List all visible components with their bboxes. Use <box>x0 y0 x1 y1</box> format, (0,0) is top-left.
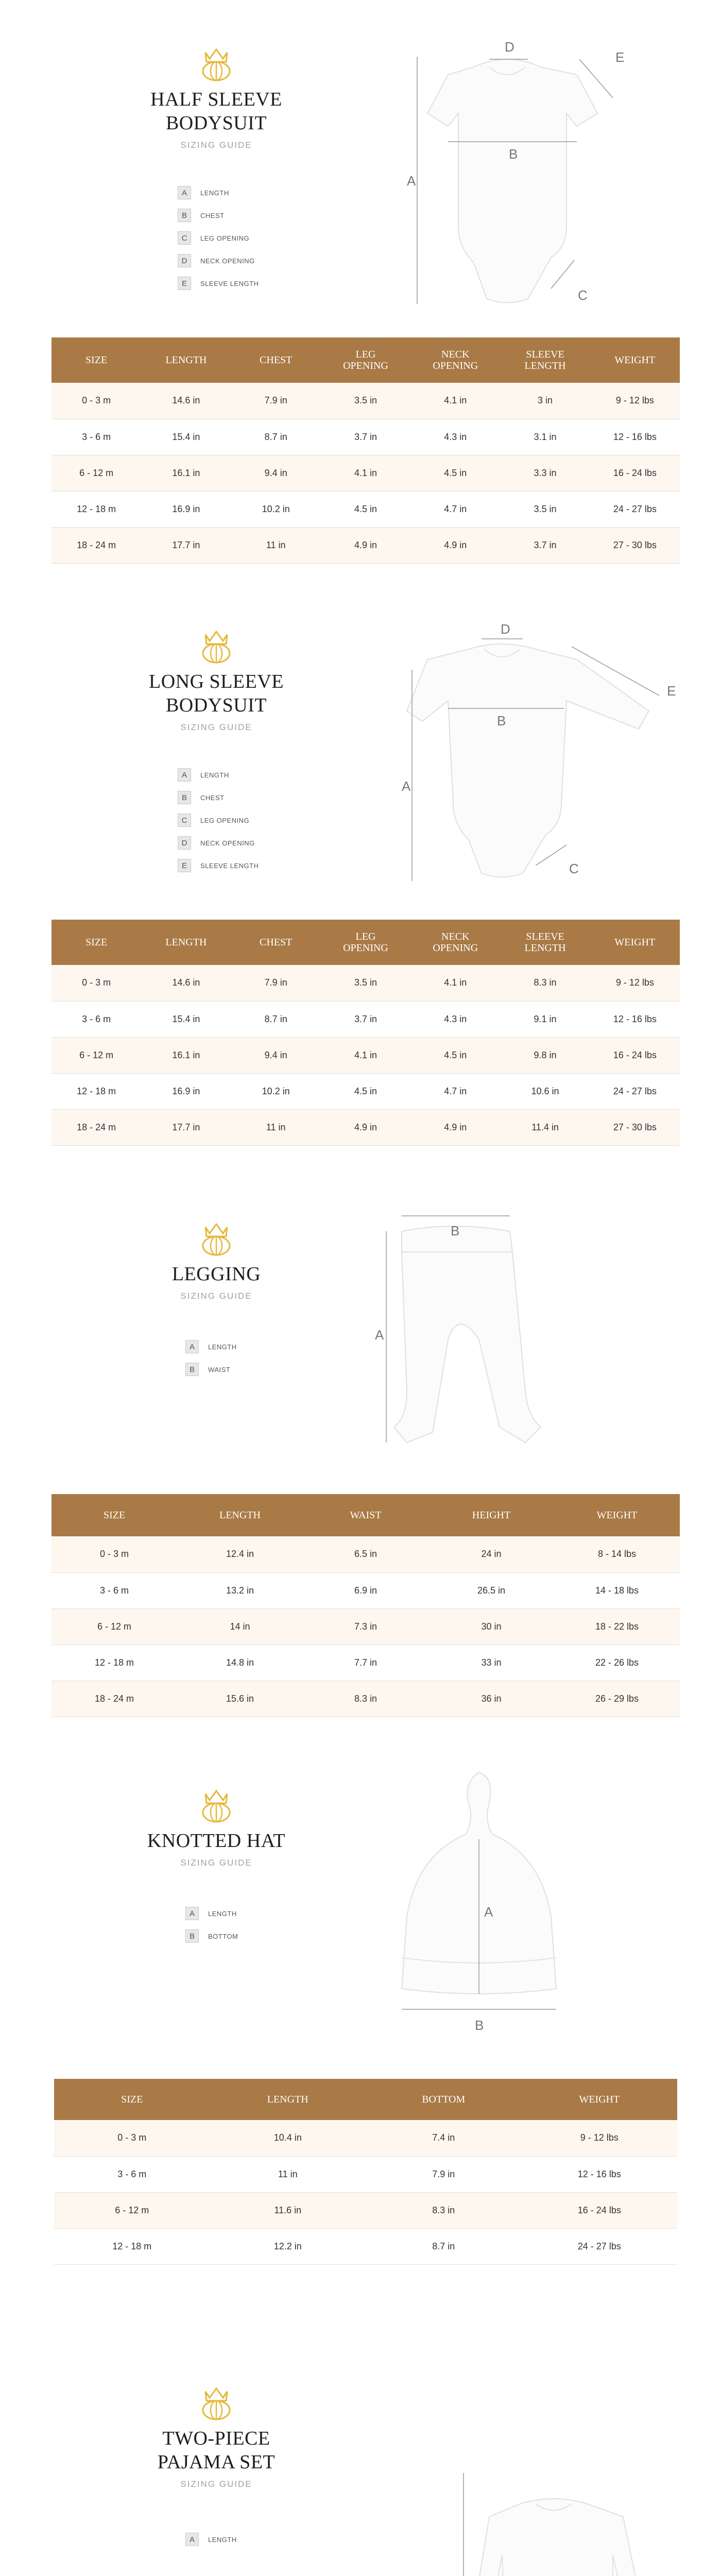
cell: 3.7 in <box>500 527 590 563</box>
cell: 9.1 in <box>500 1001 590 1037</box>
cell: 26 - 29 lbs <box>554 1681 680 1717</box>
legend-label: CHEST <box>200 793 225 802</box>
dim-label: C <box>578 287 588 303</box>
legend-item <box>178 790 259 805</box>
cell: 16.9 in <box>141 1073 231 1109</box>
pumpkin-crown-icon <box>198 1783 234 1824</box>
cell: 3 in <box>500 383 590 419</box>
cell: 4.9 in <box>410 527 500 563</box>
legend-letter: D <box>178 254 191 267</box>
cell: 16.1 in <box>141 455 231 491</box>
garment-shape <box>427 59 597 303</box>
cell: 4.1 in <box>321 1037 410 1073</box>
dim-label: B <box>451 1223 460 1239</box>
cell: 14.6 in <box>141 383 231 419</box>
table-row <box>52 491 680 527</box>
legend-item <box>178 185 259 200</box>
legend-letter: B <box>178 791 191 804</box>
cell: 6 - 12 m <box>52 1037 141 1073</box>
cell: 9.4 in <box>231 455 321 491</box>
column-header: SIZE <box>52 337 141 383</box>
legend-item <box>185 1929 238 1943</box>
section-header <box>124 1783 309 1868</box>
column-header: SIZE <box>52 920 141 965</box>
cell: 33 in <box>428 1645 554 1681</box>
cell: 4.5 in <box>410 455 500 491</box>
product-title: HALF SLEEVE BODYSUIT <box>150 89 282 134</box>
dim-label: D <box>501 621 510 637</box>
column-header: LEG OPENING <box>321 920 410 965</box>
product-title: LEGGING <box>171 1263 261 1285</box>
cell: 8.7 in <box>231 419 321 455</box>
cell: 18 - 24 m <box>52 527 141 563</box>
column-header: SLEEVE LENGTH <box>500 337 590 383</box>
dim-label: A <box>484 1904 493 1920</box>
cell: 6.9 in <box>303 1572 428 1608</box>
knotted-hat-diagram <box>381 1762 577 2050</box>
legend <box>178 185 259 299</box>
table-row <box>54 2228 677 2264</box>
column-header: LENGTH <box>141 337 231 383</box>
dim-label: D <box>505 39 514 55</box>
dim-label: C <box>569 861 579 876</box>
cell: 18 - 22 lbs <box>554 1608 680 1645</box>
table-row <box>52 1681 680 1717</box>
legend-label: NECK OPENING <box>200 257 255 265</box>
table-row <box>52 383 680 419</box>
cell: 6 - 12 m <box>52 1608 177 1645</box>
table-row <box>52 1073 680 1109</box>
section-header <box>124 2380 309 2489</box>
cell: 8.7 in <box>231 1001 321 1037</box>
cell: 4.5 in <box>321 1073 410 1109</box>
table-row <box>52 1645 680 1681</box>
column-header: LENGTH <box>141 920 231 965</box>
table-row <box>52 527 680 563</box>
legend-letter: A <box>178 186 191 199</box>
legend-label: LEG OPENING <box>200 816 250 824</box>
cell: 12 - 18 m <box>54 2228 210 2264</box>
cell: 16.1 in <box>141 1037 231 1073</box>
sizing-guide-label: SIZING GUIDE <box>180 1291 252 1301</box>
cell: 24 - 27 lbs <box>522 2228 678 2264</box>
cell: 3.7 in <box>321 419 410 455</box>
cell: 36 in <box>428 1681 554 1717</box>
cell: 8.3 in <box>303 1681 428 1717</box>
cell: 15.4 in <box>141 1001 231 1037</box>
cell: 17.7 in <box>141 527 231 563</box>
column-header: SLEEVE LENGTH <box>500 920 590 965</box>
cell: 7.9 in <box>231 965 321 1001</box>
garment-shape <box>407 644 649 877</box>
legend-label: LENGTH <box>208 1343 237 1351</box>
legend-item <box>178 836 259 850</box>
pajama-set-diagram <box>443 2473 659 2576</box>
cell: 11.6 in <box>210 2192 366 2228</box>
legend-letter: E <box>178 277 191 290</box>
cell: 11 in <box>231 1109 321 1145</box>
table-row <box>52 1037 680 1073</box>
legend-letter: A <box>185 1340 199 1353</box>
cell: 7.3 in <box>303 1608 428 1645</box>
legend-label: SLEEVE LENGTH <box>200 279 259 287</box>
legend-letter: A <box>185 1907 199 1920</box>
cell: 3.5 in <box>321 383 410 419</box>
cell: 17.7 in <box>141 1109 231 1145</box>
table-row <box>54 2192 677 2228</box>
section-knotted-hat <box>0 1752 721 2267</box>
cell: 26.5 in <box>428 1572 554 1608</box>
cell: 11.4 in <box>500 1109 590 1145</box>
cell: 3.5 in <box>500 491 590 527</box>
cell: 11 in <box>231 527 321 563</box>
cell: 0 - 3 m <box>52 965 141 1001</box>
cell: 10.6 in <box>500 1073 590 1109</box>
legend-item <box>185 2532 237 2547</box>
column-header: NECK OPENING <box>410 920 500 965</box>
half-sleeve-bodysuit-diagram <box>397 31 685 309</box>
dim-label: A <box>402 778 411 794</box>
table-row <box>52 419 680 455</box>
legend-item <box>185 1340 237 1354</box>
legend-letter: C <box>178 814 191 827</box>
legend <box>178 768 259 881</box>
legend-item <box>178 813 259 827</box>
cell: 15.6 in <box>177 1681 303 1717</box>
cell: 4.9 in <box>410 1109 500 1145</box>
legend-letter: E <box>178 859 191 872</box>
cell: 12 - 18 m <box>52 1073 141 1109</box>
column-header: WEIGHT <box>590 337 680 383</box>
cell: 24 - 27 lbs <box>590 1073 680 1109</box>
cell: 10.4 in <box>210 2120 366 2156</box>
legend-label: LEG OPENING <box>200 234 250 242</box>
sizing-guide-label: SIZING GUIDE <box>180 140 252 150</box>
cell: 3.3 in <box>500 455 590 491</box>
cell: 7.4 in <box>366 2120 522 2156</box>
cell: 6 - 12 m <box>54 2192 210 2228</box>
cell: 3.5 in <box>321 965 410 1001</box>
cell: 16 - 24 lbs <box>522 2192 678 2228</box>
column-header: WEIGHT <box>522 2079 678 2120</box>
legend-item <box>185 1906 238 1921</box>
cell: 27 - 30 lbs <box>590 1109 680 1145</box>
cell: 3 - 6 m <box>52 1001 141 1037</box>
legend <box>185 1340 237 1385</box>
column-header: NECK OPENING <box>410 337 500 383</box>
cell: 12.2 in <box>210 2228 366 2264</box>
pumpkin-crown-icon <box>198 1216 234 1257</box>
legging-diagram <box>371 1185 577 1473</box>
cell: 9 - 12 lbs <box>522 2120 678 2156</box>
column-header: BOTTOM <box>366 2079 522 2120</box>
cell: 22 - 26 lbs <box>554 1645 680 1681</box>
cell: 18 - 24 m <box>52 1109 141 1145</box>
cell: 4.9 in <box>321 1109 410 1145</box>
column-header: CHEST <box>231 337 321 383</box>
cell: 24 - 27 lbs <box>590 491 680 527</box>
legend-label: LENGTH <box>208 1909 237 1918</box>
table-row <box>54 2120 677 2156</box>
column-header: LENGTH <box>210 2079 366 2120</box>
legend-item <box>178 768 259 782</box>
legend-label: CHEST <box>200 211 225 219</box>
column-header: HEIGHT <box>428 1494 554 1536</box>
column-header: CHEST <box>231 920 321 965</box>
cell: 15.4 in <box>141 419 231 455</box>
cell: 4.7 in <box>410 491 500 527</box>
legend-label: LENGTH <box>200 189 229 197</box>
section-two-piece-pajama-set <box>0 2349 721 2576</box>
cell: 4.7 in <box>410 1073 500 1109</box>
cell: 27 - 30 lbs <box>590 527 680 563</box>
cell: 8.3 in <box>500 965 590 1001</box>
cell: 9 - 12 lbs <box>590 383 680 419</box>
legend-item <box>178 858 259 873</box>
cell: 3 - 6 m <box>52 1572 177 1608</box>
legend-label: SLEEVE LENGTH <box>200 861 259 870</box>
table-row <box>52 1608 680 1645</box>
cell: 0 - 3 m <box>54 2120 210 2156</box>
cell: 3.1 in <box>500 419 590 455</box>
legend-item <box>185 1362 237 1377</box>
product-title: LONG SLEEVE BODYSUIT <box>149 671 284 716</box>
dim-label: A <box>407 173 416 189</box>
pumpkin-crown-icon <box>198 623 234 665</box>
cell: 8.7 in <box>366 2228 522 2264</box>
legend-item <box>178 208 259 223</box>
cell: 9.8 in <box>500 1037 590 1073</box>
legend-item <box>178 253 259 268</box>
section-long-sleeve-bodysuit <box>0 598 721 1149</box>
cell: 12 - 16 lbs <box>522 2156 678 2192</box>
cell: 4.3 in <box>410 419 500 455</box>
legend-letter: B <box>178 209 191 222</box>
column-header: WEIGHT <box>554 1494 680 1536</box>
cell: 10.2 in <box>231 491 321 527</box>
pumpkin-crown-icon <box>198 2380 234 2421</box>
cell: 4.1 in <box>410 965 500 1001</box>
legend-letter: A <box>178 768 191 782</box>
legend-item <box>178 276 259 291</box>
cell: 4.3 in <box>410 1001 500 1037</box>
cell: 3 - 6 m <box>54 2156 210 2192</box>
legend-label: LENGTH <box>200 771 229 779</box>
cell: 8 - 14 lbs <box>554 1536 680 1572</box>
cell: 7.9 in <box>366 2156 522 2192</box>
cell: 9.4 in <box>231 1037 321 1073</box>
size-table <box>52 920 680 1146</box>
table-row <box>52 1572 680 1608</box>
cell: 12 - 16 lbs <box>590 1001 680 1037</box>
legend-letter: A <box>185 2533 199 2546</box>
cell: 12.4 in <box>177 1536 303 1572</box>
cell: 7.7 in <box>303 1645 428 1681</box>
cell: 14 - 18 lbs <box>554 1572 680 1608</box>
size-table <box>52 337 680 564</box>
cell: 9 - 12 lbs <box>590 965 680 1001</box>
sizing-guide-label: SIZING GUIDE <box>180 2479 252 2489</box>
cell: 14.6 in <box>141 965 231 1001</box>
cell: 4.1 in <box>321 455 410 491</box>
cell: 6.5 in <box>303 1536 428 1572</box>
column-header: LEG OPENING <box>321 337 410 383</box>
section-header <box>124 623 309 733</box>
cell: 4.5 in <box>321 491 410 527</box>
cell: 0 - 3 m <box>52 383 141 419</box>
section-header <box>124 1216 309 1301</box>
cell: 13.2 in <box>177 1572 303 1608</box>
cell: 4.1 in <box>410 383 500 419</box>
cell: 11 in <box>210 2156 366 2192</box>
dim-label: E <box>615 49 625 65</box>
legend <box>185 1906 238 1952</box>
cell: 30 in <box>428 1608 554 1645</box>
column-header: SIZE <box>52 1494 177 1536</box>
product-title: TWO-PIECE PAJAMA SET <box>157 2428 276 2473</box>
legend-letter: C <box>178 231 191 245</box>
cell: 3.7 in <box>321 1001 410 1037</box>
legend-letter: B <box>185 1363 199 1376</box>
cell: 16.9 in <box>141 491 231 527</box>
cell: 4.9 in <box>321 527 410 563</box>
sizing-guide-label: SIZING GUIDE <box>180 722 252 732</box>
cell: 10.2 in <box>231 1073 321 1109</box>
cell: 12 - 16 lbs <box>590 419 680 455</box>
column-header: WEIGHT <box>590 920 680 965</box>
column-header: SIZE <box>54 2079 210 2120</box>
table-row <box>52 1536 680 1572</box>
cell: 0 - 3 m <box>52 1536 177 1572</box>
cell: 3 - 6 m <box>52 419 141 455</box>
cell: 6 - 12 m <box>52 455 141 491</box>
product-title: KNOTTED HAT <box>147 1830 286 1852</box>
legend-label: LENGTH <box>208 2535 237 2544</box>
cell: 16 - 24 lbs <box>590 455 680 491</box>
dim-label: B <box>475 2018 484 2033</box>
pumpkin-crown-icon <box>198 41 234 82</box>
size-table <box>54 2079 677 2265</box>
table-row <box>54 2156 677 2192</box>
table-row <box>52 965 680 1001</box>
size-table <box>52 1494 680 1717</box>
table-row <box>52 1001 680 1037</box>
cell: 8.3 in <box>366 2192 522 2228</box>
legend <box>185 2532 237 2555</box>
column-header: WAIST <box>303 1494 428 1536</box>
legend-label: BOTTOM <box>208 1932 238 1940</box>
section-header <box>124 41 309 150</box>
cell: 12 - 18 m <box>52 491 141 527</box>
cell: 7.9 in <box>231 383 321 419</box>
dim-label: B <box>497 713 506 728</box>
legend-letter: D <box>178 836 191 850</box>
cell: 16 - 24 lbs <box>590 1037 680 1073</box>
cell: 18 - 24 m <box>52 1681 177 1717</box>
long-sleeve-bodysuit-diagram <box>381 618 690 886</box>
legend-label: NECK OPENING <box>200 839 255 847</box>
section-half-sleeve-bodysuit <box>0 0 721 550</box>
cell: 14 in <box>177 1608 303 1645</box>
sizing-guide-label: SIZING GUIDE <box>180 1858 252 1868</box>
column-header: LENGTH <box>177 1494 303 1536</box>
cell: 4.5 in <box>410 1037 500 1073</box>
cell: 24 in <box>428 1536 554 1572</box>
dim-label: E <box>667 683 676 699</box>
legend-letter: B <box>185 1929 199 1943</box>
table-row <box>52 1109 680 1145</box>
dim-label: B <box>509 146 518 162</box>
legend-item <box>178 231 259 245</box>
legend-label: WAIST <box>208 1365 231 1374</box>
garment-shape <box>394 1226 541 1443</box>
cell: 14.8 in <box>177 1645 303 1681</box>
cell: 12 - 18 m <box>52 1645 177 1681</box>
section-legging <box>0 1185 721 1731</box>
dim-label: A <box>375 1327 384 1343</box>
table-row <box>52 455 680 491</box>
